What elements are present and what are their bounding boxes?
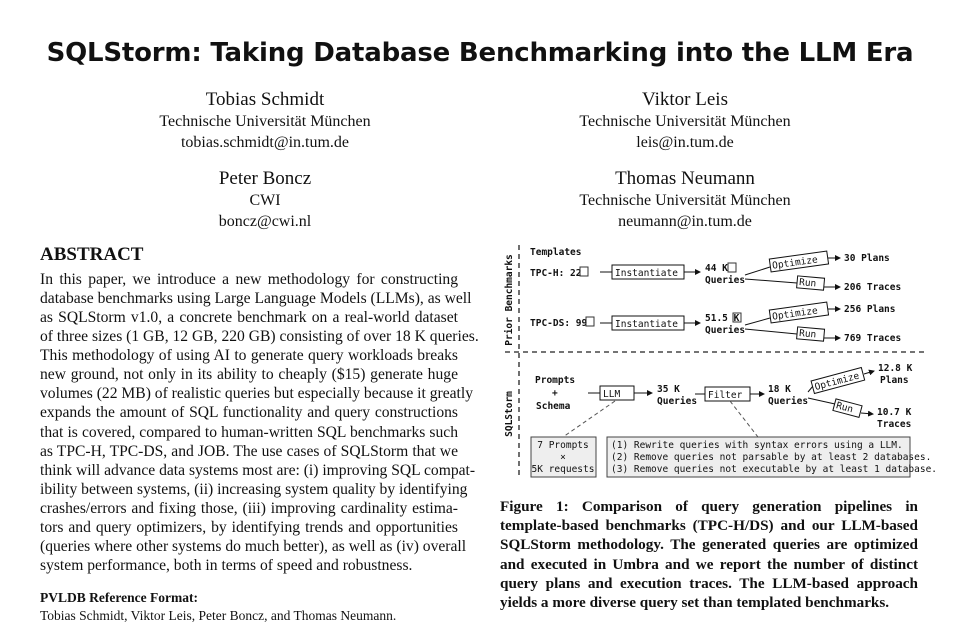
caption-line: query plans and execution traces. The LLM-based approach	[500, 574, 918, 592]
plans-count: 12.8 K	[878, 363, 913, 374]
author-name: Tobias Schmidt	[205, 89, 325, 110]
traces-count: 206 Traces	[844, 282, 902, 293]
abstract-line: new ground, not only in its ability to cheaply ($15) generate huge	[40, 366, 458, 384]
author-name: Peter Boncz	[218, 168, 312, 189]
paper-title: SQLStorm: Taking Database Benchmarking into the LLM Era	[46, 38, 914, 68]
author-email: neumann@in.tum.de	[618, 213, 752, 230]
caption-line: template-based benchmarks (TPC-H/DS) and our LLM-based	[500, 517, 918, 535]
abstract-line: This methodology of using AI to generate query workloads breaks	[40, 347, 458, 365]
abstract-line: ibility between systems, (ii) increasing system quality by identifying	[40, 480, 468, 498]
section-label-prior: Prior Benchmarks	[504, 254, 515, 346]
abstract-line: database benchmarks using Large Language Models (LLMs), as well	[40, 290, 472, 308]
templates-label: Templates	[530, 247, 582, 258]
abstract-line: system performance, both in terms of speed and robustness.	[40, 556, 413, 574]
optimize-label: Optimize	[771, 305, 819, 323]
run-label: Run	[798, 277, 817, 290]
author-name: Thomas Neumann	[615, 168, 755, 189]
author-affiliation: Technische Universität München	[159, 113, 371, 130]
abstract-line: expands the amount of SQL functionality and query constructions	[40, 404, 458, 422]
llm-note-line: 5K requests	[531, 464, 595, 475]
plans-count: 30 Plans	[844, 253, 890, 264]
filter-note-line: (2) Remove queries not parsable by at least 2 databases.	[611, 452, 932, 463]
prompts-label: Prompts	[535, 375, 576, 386]
tpcds-label: TPC-DS: 99	[530, 318, 588, 329]
abstract-line: In this paper, we introduce a new methodology for constructing	[40, 271, 458, 288]
abstract-line: think will advance data systems most are: (i) improving SQL compat-	[40, 461, 476, 479]
llm-label: LLM	[603, 389, 621, 400]
optimize-label: Optimize	[771, 254, 819, 272]
abstract-line: tors and query optimizers, by identifying trends and opportunities	[40, 518, 458, 536]
filtered-queries-label: Queries	[768, 396, 809, 407]
author-affiliation: CWI	[249, 192, 281, 209]
author-email: leis@in.tum.de	[636, 134, 734, 151]
plans-count: 256 Plans	[844, 304, 896, 315]
abstract-line: that is covered, compared to human-written SQL benchmarks such	[40, 423, 458, 441]
tpch-label: TPC-H: 22	[530, 268, 582, 279]
abstract-line: as TPC-H, TPC-DS, and JOB. The use cases of SQLStorm that we	[40, 442, 458, 460]
filter-note-line: (1) Rewrite queries with syntax errors using a LLM.	[611, 440, 903, 451]
author-affiliation: Technische Universität München	[579, 113, 791, 130]
traces-count: 769 Traces	[844, 333, 902, 344]
filter-label: Filter	[708, 390, 743, 401]
schema-label: Schema	[536, 401, 571, 412]
abstract-heading: ABSTRACT	[40, 244, 144, 265]
caption-line: SQLStorm methodology. The generated queries are optimized	[500, 536, 918, 554]
traces-count: 10.7 K	[877, 407, 912, 418]
caption-line: and executed in Umbra and we report the number of distinct	[500, 555, 918, 573]
author-email: tobias.schmidt@in.tum.de	[180, 134, 350, 151]
queries-count: 51.5 K	[705, 313, 740, 324]
llm-note-line: ×	[560, 452, 566, 463]
queries-label: Queries	[705, 325, 746, 336]
generated-queries-label: Queries	[657, 396, 698, 407]
instantiate-label: Instantiate	[615, 268, 678, 279]
abstract-line: as SQLStorm v1.0, a concrete benchmark on a real-world dataset	[40, 309, 458, 327]
plans-label: Plans	[880, 375, 909, 386]
section-label-sqlstorm: SQLStorm	[504, 391, 515, 437]
generated-count: 35 K	[657, 384, 680, 395]
abstract-line: of three sizes (1 GB, 12 GB, 220 GB) consisting of over 18 K queries.	[40, 328, 479, 346]
caption-line: Figure 1: Comparison of query generation pipelines in	[500, 498, 918, 515]
instantiate-label: Instantiate	[615, 319, 678, 330]
author-affiliation: Technische Universität München	[579, 192, 791, 209]
run-label: Run	[798, 328, 817, 341]
filtered-count: 18 K	[768, 384, 791, 395]
plus-sign: +	[552, 388, 558, 399]
optimize-label: Optimize	[813, 370, 861, 394]
traces-label: Traces	[877, 419, 912, 430]
abstract-line: crashes/errors and fixing those, (iii) improving cardinality estima-	[40, 499, 458, 517]
caption-line: yields a more diverse query set than templated benchmarks.	[500, 594, 890, 612]
figure-caption	[500, 497, 918, 612]
queries-count: 44 K	[705, 263, 728, 274]
queries-label: Queries	[705, 275, 746, 286]
document-icon	[728, 263, 736, 272]
reference-heading: PVLDB Reference Format:	[40, 590, 198, 605]
author-name: Viktor Leis	[642, 89, 728, 110]
filter-note-line: (3) Remove queries not executable by at least 1 database.	[611, 464, 938, 475]
abstract-line: (queries where other systems do much better), as well as (iv) overall	[40, 537, 467, 555]
llm-note-line: 7 Prompts	[537, 440, 589, 451]
reference-text: Tobias Schmidt, Viktor Leis, Peter Boncz, and Thomas Neumann.	[40, 608, 397, 623]
abstract-line: volumes (22 MB) of realistic queries but especially because it greatly	[40, 385, 474, 403]
author-email: boncz@cwi.nl	[218, 213, 312, 230]
run-label: Run	[834, 400, 855, 416]
